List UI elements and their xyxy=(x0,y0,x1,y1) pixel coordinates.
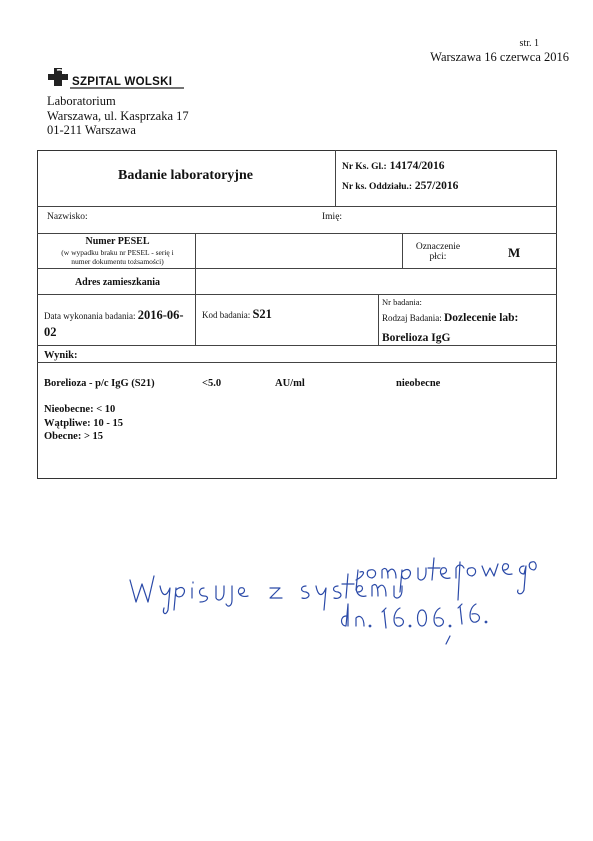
address-label: Adres zamieszkania xyxy=(74,277,161,288)
lab-department: Laboratorium xyxy=(47,94,116,108)
form-vdivider xyxy=(402,233,403,268)
result-unit: AU/ml xyxy=(275,378,305,389)
form-divider xyxy=(37,362,557,363)
exam-type-value: Borelioza IgG xyxy=(382,332,451,344)
form-divider xyxy=(37,233,557,234)
norm-absent: Nieobecne: < 10 xyxy=(44,404,116,415)
lab-address xyxy=(47,94,189,138)
reference-ranges xyxy=(44,403,123,444)
norm-doubtful: Wątpliwe: 10 - 15 xyxy=(44,417,124,429)
form-divider xyxy=(37,268,557,269)
form-divider xyxy=(37,345,557,346)
exam-code: Kod badania: S21 xyxy=(202,307,272,321)
result-label: Wynik: xyxy=(44,350,78,361)
document-date: Warszawa 16 czerwca 2016 xyxy=(430,50,569,64)
lab-street: Warszawa, ul. Kasprzaka 17 xyxy=(47,108,189,123)
nr-ks-gl: Nr Ks. Gl.: 14174/2016 xyxy=(342,160,445,172)
first-name-label: Imię: xyxy=(322,212,343,222)
form-divider xyxy=(37,294,557,295)
exam-type: Rodzaj Badania: Dozlecenie lab: xyxy=(382,312,519,324)
form-vdivider xyxy=(335,150,336,206)
surname-label: Nazwisko: xyxy=(47,212,88,222)
sex-label: Oznaczenie płci: xyxy=(415,242,461,262)
form-vdivider xyxy=(195,233,196,345)
exam-number-label: Nr badania: xyxy=(382,297,422,307)
form-title: Badanie laboratoryjne xyxy=(118,168,253,183)
sex-value: M xyxy=(508,245,521,260)
lab-postal: 01-211 Warszawa xyxy=(47,123,136,137)
result-value: <5.0 xyxy=(202,378,222,389)
result-interpretation: nieobecne xyxy=(396,378,441,389)
form-divider xyxy=(37,206,557,207)
nr-ks-oddzialu: Nr ks. Oddziału.: 257/2016 xyxy=(342,180,459,192)
pesel-label: Numer PESEL xyxy=(85,236,150,247)
page-number: str. 1 xyxy=(519,38,539,49)
pesel-sublabel: (w wypadku braku nr PESEL - serię i numer dokumentu tożsamości) xyxy=(61,248,174,266)
hospital-logo-text: SZPITAL WOLSKI xyxy=(72,76,173,88)
exam-date: Data wykonania badania: 2016-06- 02 xyxy=(44,308,184,339)
form-vdivider xyxy=(378,294,379,345)
norm-present: Obecne: > 15 xyxy=(44,431,104,442)
handwritten-note xyxy=(120,540,540,650)
result-test-name: Borelioza - p/c IgG (S21) xyxy=(44,378,155,389)
